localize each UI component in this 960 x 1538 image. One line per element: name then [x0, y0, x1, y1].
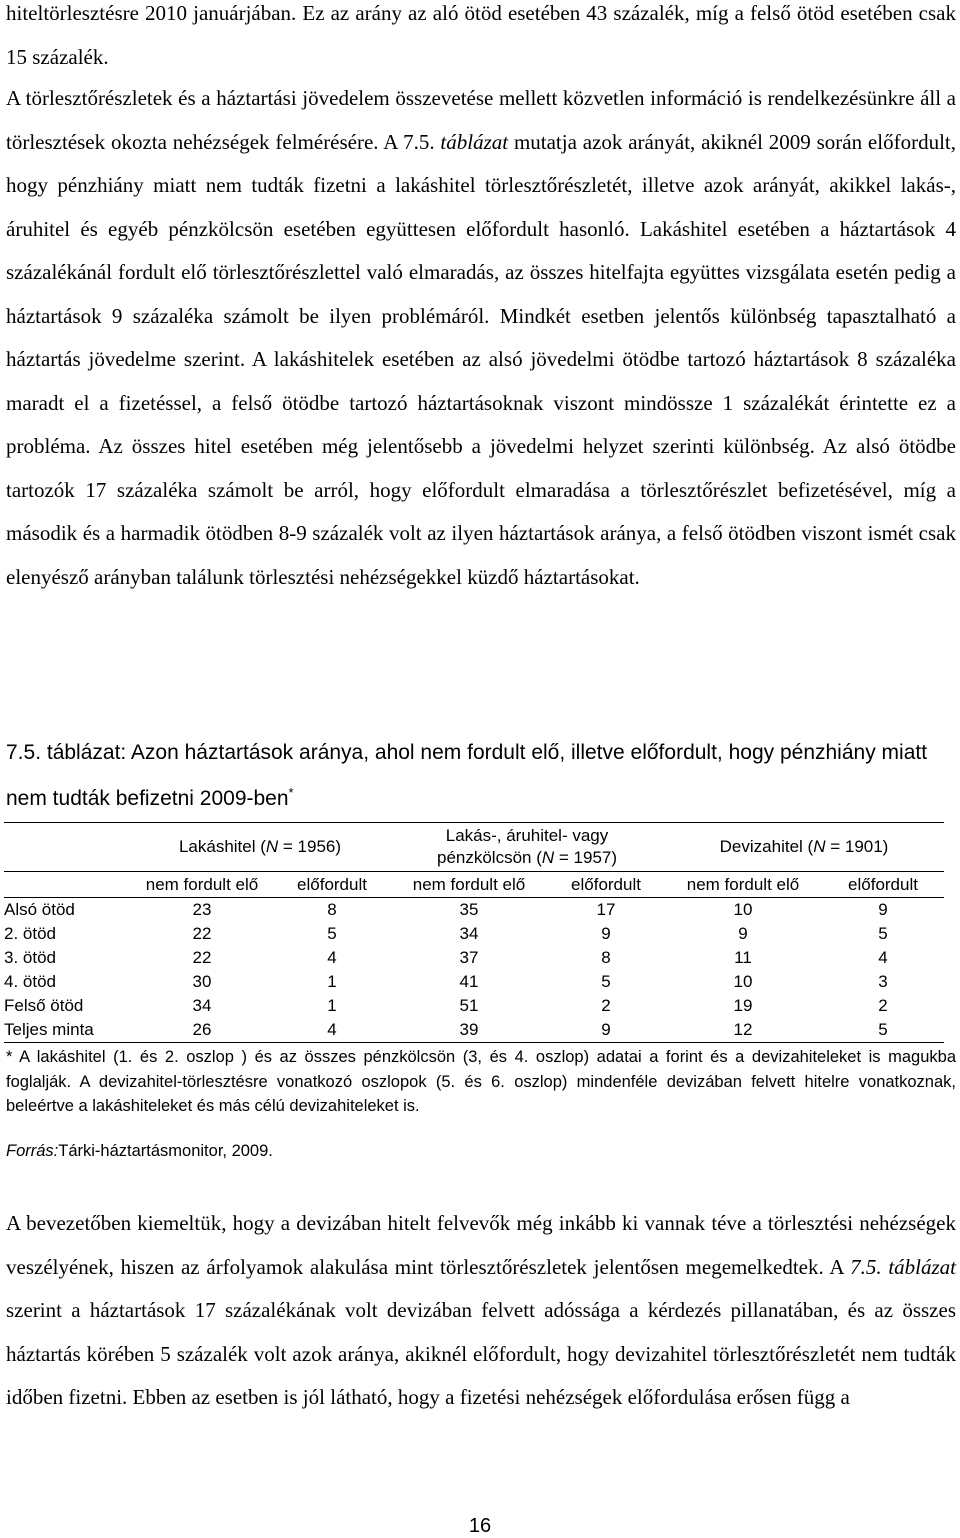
table-source [6, 1139, 273, 1164]
table-cell: 34 [459, 923, 479, 943]
paragraph-text: A törlesztőrészletek és a háztartási jövedelem összevetése mellett közvetlen információ is rendelkezésünkre áll a törlesztések okozta nehézségek felmérésére. A 7.5. [6, 86, 956, 154]
table-cell: 26 [130, 1018, 274, 1042]
row-label: 4. ötöd [4, 972, 56, 992]
body-paragraph [6, 0, 956, 79]
group-header-osszes-hitel: Lakás-, áruhitel- vagy pénzkölcsön (N = 1957) [390, 823, 664, 872]
table-cell: 9 [738, 923, 748, 943]
table-cell: 10 [733, 972, 753, 992]
table-cell: 39 [390, 1018, 548, 1042]
row-label: Teljes minta [4, 1018, 130, 1042]
table-cell: 9 [601, 923, 611, 943]
paragraph-text: mutatja azok arányát, akiknél 2009 során előfordult, hogy pénzhiány miatt nem tudták fizetni a lakáshitel törlesztőrészletét, illetve azok arányát, akikkel lakás-, áruhitel és egyéb pénzkölcsön esetében együttesen előfordult hasonló. Lakáshitel esetében a háztartások 4 százalékánál fordult elő törlesztőrészlettel való elmaradás, az összes hitelfajta együttes vizsgálata esetén pedig a háztartások 9 százaléka számolt be ilyen problémáról. Mindkét esetben jelentős különbség tapasztalható a háztartás jövedelme szerint. A lakáshitelek esetében az alsó jövedelmi ötödbe tartozó háztartások 8 százaléka maradt el a fizetéssel, a felső ötödbe tartozó háztartásoknak viszont mindössze 1 százalékát érintette ez a probléma. Az összes hitel esetében még jelentősebb a jövedelmi helyzet szerinti különbség. Az alsó ötödbe tartozók 17 százaléka számolt be arról, hogy előfordult elmaradása a törlesztőrészlet befizetésével, míg a második és a harmadik ötödben 8-9 százalék volt az ilyen háztartások aránya, a felső ötödben viszont ismét csak elenyésző arányban találunk törlesztési nehézségekkel küzdő háztartásokat. [6, 129, 956, 589]
table-cell: 12 [664, 1018, 822, 1042]
table-cell: 22 [192, 923, 212, 943]
table-cell: 1 [327, 996, 337, 1016]
table-row [4, 946, 944, 970]
group-header-lakashitel: Lakáshitel (N = 1956) [130, 823, 390, 872]
column-header: előfordult [548, 872, 664, 898]
table-reference: táblázat [440, 129, 509, 154]
table-row [4, 970, 944, 994]
table-cell: 22 [192, 947, 212, 967]
table-cell: 8 [601, 947, 611, 967]
table-row [4, 922, 944, 946]
table-cell: 5 [601, 972, 611, 992]
table-cell: 8 [327, 899, 337, 919]
table-cell: 30 [192, 972, 212, 992]
row-label: 2. ötöd [4, 923, 56, 943]
row-label: Alsó ötöd [4, 899, 75, 919]
column-header: nem fordult elő [664, 872, 822, 898]
table-row [4, 898, 944, 922]
column-header: előfordult [274, 872, 390, 898]
data-table [4, 822, 944, 1043]
table-cell: 4 [878, 947, 888, 967]
table-cell: 19 [733, 996, 753, 1016]
corner-cell [4, 872, 130, 898]
paragraph-text: hiteltörlesztésre 2010 januárjában. Ez az arány az aló ötöd esetében 43 százalék, míg a felső ötöd esetében csak 15 százalék. [6, 1, 956, 69]
table-cell: 17 [596, 899, 616, 919]
body-paragraph [6, 77, 956, 599]
table-cell: 5 [822, 1018, 944, 1042]
table-cell: 2 [878, 996, 888, 1016]
table-cell: 11 [734, 947, 752, 967]
table-cell: 3 [878, 972, 888, 992]
table-caption [6, 730, 946, 822]
column-header: előfordult [822, 872, 944, 898]
table-cell: 5 [878, 923, 888, 943]
paragraph-text: szerint a háztartások 17 százalékának volt devizában felvett adóssága a kérdezés pillanatában, és az összes háztartás körében 5 százalék volt azok aránya, akiknél előfordult, hogy devizahitel törlesztőrészletét nem tudták időben fizetni. Ebben az esetben is jól látható, hogy a fizetési nehézségek előfordulása erősen függ a [6, 1298, 956, 1409]
table-cell: 23 [192, 899, 212, 919]
table-cell: 1 [327, 972, 337, 992]
caption-text: 7.5. táblázat: Azon háztartások aránya, ahol nem fordult elő, illetve előfordult, hogy pénzhiány miatt nem tudták befizetni 2009-ben [6, 741, 928, 810]
table-cell: 4 [327, 947, 337, 967]
table-footnote: * A lakáshitel (1. és 2. oszlop ) és az összes pénzkölcsön (3, és 4. oszlop) adatai a forint és a devizahiteleket is magukba foglalják. A devizahitel-törlesztésre vonatkozó oszlopok (5. és 6. oszlop) mindenféle devizában felvett hitelre vonatkoznak, beleértve a lakáshiteleket és más célú devizahiteleket is. [6, 1048, 956, 1115]
footnote-marker: * [288, 785, 294, 800]
table-row [4, 1018, 944, 1042]
row-label: Felső ötöd [4, 996, 84, 1016]
table-cell: 41 [459, 972, 479, 992]
paragraph-text: A bevezetőben kiemeltük, hogy a devizában hitelt felvevők még inkább ki vannak téve a törlesztési nehézségek veszélyének, hiszen az árfolyamok alakulása mint törlesztőrészletek jelentősen megemelkedtek. A [6, 1211, 956, 1279]
table-cell: 2 [601, 996, 611, 1016]
page-number: 16 [468, 1515, 492, 1537]
column-header: nem fordult elő [130, 872, 274, 898]
source-text: Tárki-háztartásmonitor, 2009. [58, 1142, 273, 1160]
table-row [4, 994, 944, 1018]
table-cell: 4 [274, 1018, 390, 1042]
corner-cell [4, 823, 130, 872]
table-reference: 7.5. táblázat [850, 1254, 956, 1279]
table-cell: 10 [733, 899, 753, 919]
table-group-header-row [4, 823, 944, 872]
table-cell: 5 [327, 923, 337, 943]
source-label: Forrás: [6, 1142, 59, 1160]
table-cell: 51 [459, 996, 479, 1016]
column-header: nem fordult elő [390, 872, 548, 898]
row-label: 3. ötöd [4, 947, 56, 967]
table-subheader-row [4, 872, 944, 898]
group-header-devizahitel: Devizahitel (N = 1901) [664, 823, 944, 872]
table-cell: 35 [459, 899, 479, 919]
table-cell: 34 [192, 996, 212, 1016]
body-paragraph [6, 1202, 956, 1420]
table-cell: 9 [548, 1018, 664, 1042]
table-cell: 9 [878, 899, 888, 919]
table-cell: 37 [459, 947, 479, 967]
